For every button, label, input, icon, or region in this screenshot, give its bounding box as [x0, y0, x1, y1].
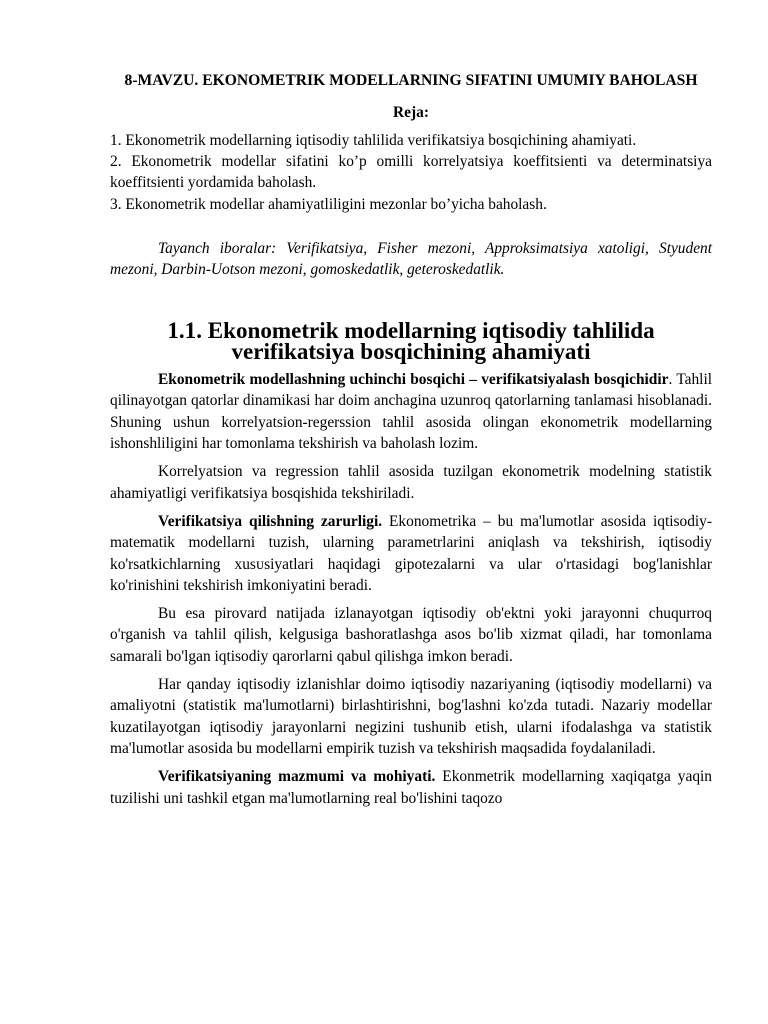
paragraph: [110, 674, 712, 759]
paragraph: [110, 766, 712, 809]
paragraph-text: Ekonmetrik modellarning xaqiqatga yaqin tuzilishi uni tashkil etgan ma'lumotlarning real bo'lishini taqozo: [110, 768, 712, 807]
section-heading: 1.1. Ekonometrik modellarning iqtisodiy tahlilida verifikatsiya bosqichining ahamiyati: [167, 316, 655, 364]
plan-item: 1. Ekonometrik modellarning iqtisodiy tahlilida verifikatsiya bosqichining ahamiyati.: [110, 131, 637, 149]
plan-list: [110, 130, 712, 215]
paragraph-lead: Verifikatsiya qilishning zarurligi.: [158, 512, 383, 530]
paragraph: [110, 511, 712, 596]
paragraph: [110, 369, 712, 454]
paragraph-lead: Ekonometrik modellashning uchinchi bosqichi – verifikatsiyalash bosqichidir: [158, 371, 669, 389]
paragraph: [110, 461, 712, 504]
paragraph: [110, 603, 712, 667]
keywords: Tayanch iboralar: Verifikatsiya, Fisher mezoni, Approksimatsiya xatoligi, Styudent mezoni, Darbin-Uotson mezoni, gomoskedatlik, geteroskedatlik.: [110, 239, 712, 279]
paragraph-text: Har qanday iqtisodiy izlanishlar doimo iqtisodiy nazariyaning (iqtisodiy modellarni) va amaliyotni (statistik ma'lumotlarni) birlashtirishni, bog'lashni ko'zda tutadi. Nazariy modellar kuzatilayotgan iqtisodiy jarayonlarni negizini tushunib etish, ularni ifodalashga va statistik ma'lumotlar asosida bu modellarni empirik tuzish va tekshirish maqsadida foydalaniladi.: [110, 676, 712, 757]
paragraph-text: . Tahlil qilinayotgan qatorlar dinamikasi har doim anchagina uzunroq qatorlarning tanlamasi hisoblanadi. Shuning ushun korrelyatsion-regerssion tahlil asosida olingan ekonometrik modellarning ishonshliligini har tomonlama tekshirish va baholash lozim.: [110, 371, 712, 453]
paragraph-text: Ekonometrika – bu ma'lumotlar asosida iqtisodiy-matematik modellarni tuzish, ularning parametrlarini aniqlash va tekshirish, iqtisodiy ko'rsatkichlarning xusᴜsiyatlari haqidagi gipotezalarni va ular o'rtasidagi bog'lanishlar ko'rinishini tekshirish imkoniyatini beradi.: [110, 512, 712, 594]
paragraph-text: Korrelyatsion va regression tahlil asosida tuzilgan ekonometrik modelning statistik ahamiyatligi verifikatsiya bosqishida tekshiriladi.: [110, 463, 712, 502]
paragraph-lead: Verifikatsiyaning mazmumi va mohiyati.: [158, 768, 436, 786]
plan-item: 3. Ekonometrik modellar ahamiyatliligini mezonlar bo’yicha baholash.: [110, 195, 547, 213]
page-title: 8-MAVZU. EKONOMETRIK MODELLARNING SIFATINI UMUMIY BAHOLASH: [124, 72, 698, 89]
paragraph-text: Bu esa pirovard natijada izlanayotgan iqtisodiy ob'ektni yoki jarayonni chuqurroq o'rganish va tahlil qilish, kelgusiga bashoratlashga asos bo'lib xizmat qiladi, har tomonlama samarali bo'lgan iqtisodiy qarorlarni qabul qilishga imkon beradi.: [110, 605, 712, 665]
plan-heading: Reja:: [393, 103, 429, 121]
plan-item: 2. Ekonometrik modellar sifatini ko’p omilli korrelyatsiya koeffitsienti va determinatsiya koeffitsienti yordamida baholash.: [110, 153, 712, 192]
